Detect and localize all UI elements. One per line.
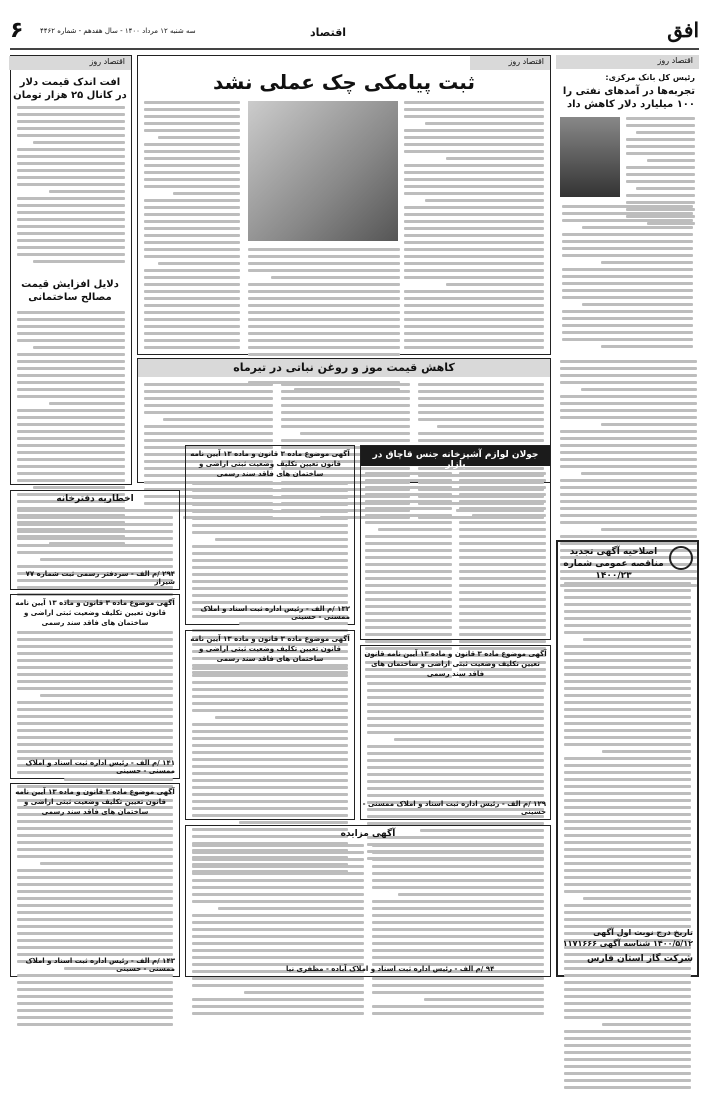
notice-bottom-left-body [17, 820, 173, 1030]
header-rule [10, 48, 699, 50]
tender-ad [556, 540, 699, 977]
portrait-photo [560, 117, 620, 197]
gas-company-logo [669, 546, 693, 570]
left-tag [9, 56, 131, 70]
page-number: ۶ [10, 18, 24, 43]
dafter-title: اخطاریه دفترخانه [56, 494, 134, 504]
right-tag-label: اقتصاد روز [657, 56, 693, 65]
notice-right-middle [360, 645, 551, 820]
notice-bottom-left [10, 783, 180, 977]
main-tag [470, 56, 550, 70]
notice-right-middle-footer: ۱۲۹ /م الف - رئیس اداره ثبت اسناد و املاک ممسنی - حسینی [362, 800, 546, 816]
page-header [10, 18, 699, 46]
mozayede-title: آگهی مزایده [340, 829, 396, 839]
notice-left-middle [10, 594, 180, 779]
prices-title-bar [138, 359, 550, 377]
tender-dates: تاریخ درج نوبت اول آگهی ۱۴۰۰/۵/۱۲ شناسه آگهی ۱۱۷۱۶۶۶ [562, 928, 693, 948]
market-story [360, 445, 551, 640]
notice-center [185, 630, 355, 820]
mozayede-notice [185, 825, 551, 977]
prices-title: کاهش قیمت موز و روغن نباتی در تیرماه [233, 361, 455, 374]
mozayede-footer: ۹۴ /م الف - رئیس اداره ثبت اسناد و املاک آباده - مظفری نیا [286, 965, 495, 973]
market-title: جولان لوازم آشپزخانه جنس قاچاق در بازار [372, 450, 539, 470]
main-story [137, 55, 551, 355]
right-tag [556, 55, 699, 69]
mozayede-body-left [192, 844, 364, 1019]
main-photo [248, 101, 398, 241]
left-tag-label: اقتصاد روز [89, 57, 125, 66]
right-column [556, 55, 699, 355]
masthead-logo: افق [667, 18, 699, 42]
right-body [562, 205, 693, 352]
mozayede-body-right [372, 844, 544, 1019]
date-line: سه شنبه ۱۲ مرداد ۱۴۰۰ - سال هفدهم - شماره ۴۴۶۲ [40, 27, 196, 35]
tender-title: اصلاحیه آگهی تجدید مناقصه عمومی شماره ۱۴۰۰/۲۳ [563, 547, 664, 581]
main-body-left [144, 101, 240, 353]
notice-top-middle-footer: ۱۳۲ /م الف - رئیس اداره ثبت اسناد و املاک ممسنی - حسینی [200, 605, 350, 621]
notice-bottom-left-title: آگهی موضوع ماده ۳ قانون و ماده ۱۳ آیین نامه قانون تعیین تکلیف وضعیت ثبتی اراضی و ساختمان های فاقد سند رسمی [15, 788, 175, 816]
notice-bottom-left-footer: ۱۴۳ /م الف - رئیس اداره ثبت اسناد و املاک ممسنی - حسینی [25, 957, 175, 973]
dafter-body [17, 509, 173, 607]
dafter-notice [10, 490, 180, 590]
tender-company: شرکت گاز استان فارس [587, 954, 693, 964]
left-story1-title: افت اندک قیمت دلار در کانال ۲۵ هزار تومان [13, 77, 127, 101]
notice-center-title: آگهی موضوع ماده ۳ قانون و ماده ۱۳ آیین نامه قانون تعیین تکلیف وضعیت ثبتی اراضی و ساختمان های فاقد سند رسمی [190, 635, 350, 663]
main-tag-label: اقتصاد روز [508, 57, 544, 66]
notice-left-middle-footer: ۱۴۱ /م الف - رئیس اداره ثبت اسناد و املاک ممسنی - حسینی [25, 759, 175, 775]
left-story1-body [17, 106, 125, 267]
main-title: ثبت پیامکی چک عملی نشد [213, 70, 475, 94]
notice-top-middle-title: آگهی موضوع ماده ۳ قانون و ماده ۱۳ آیین نامه قانون تعیین تکلیف وضعیت ثبتی اراضی و ساختمان های فاقد سند رسمی [190, 450, 350, 478]
market-title-bar [361, 446, 550, 470]
right-kicker: رئیس کل بانک مرکزی: [605, 73, 695, 82]
notice-left-middle-title: آگهی موضوع ماده ۳ قانون و ماده ۱۳ آیین نامه قانون تعیین تکلیف وضعیت ثبتی اراضی و ساختمان های فاقد سند رسمی [15, 599, 175, 627]
notice-top-middle [185, 445, 355, 625]
dafter-footer: ۲۹۴ /م الف - سردفتر رسمی ثبت شماره ۷۷ شیراز [25, 570, 175, 586]
tender-body [564, 582, 691, 1093]
notice-right-middle-title: آگهی موضوع ماده ۳ قانون و ماده ۱۳ آیین نامه قانون تعیین تکلیف وضعیت ثبتی اراضی و ساختمان های فاقد سند رسمی [364, 650, 547, 678]
section-title: اقتصاد [310, 26, 347, 39]
left-story2-title: دلایل افزایش قیمت مصالح ساختمانی [21, 279, 119, 303]
main-body-right [404, 101, 544, 353]
right-title: تجربه‌ها در آمدهای نفتی را ۱۰۰ میلیارد دلار کاهش داد [562, 86, 695, 110]
left-column [10, 55, 132, 485]
